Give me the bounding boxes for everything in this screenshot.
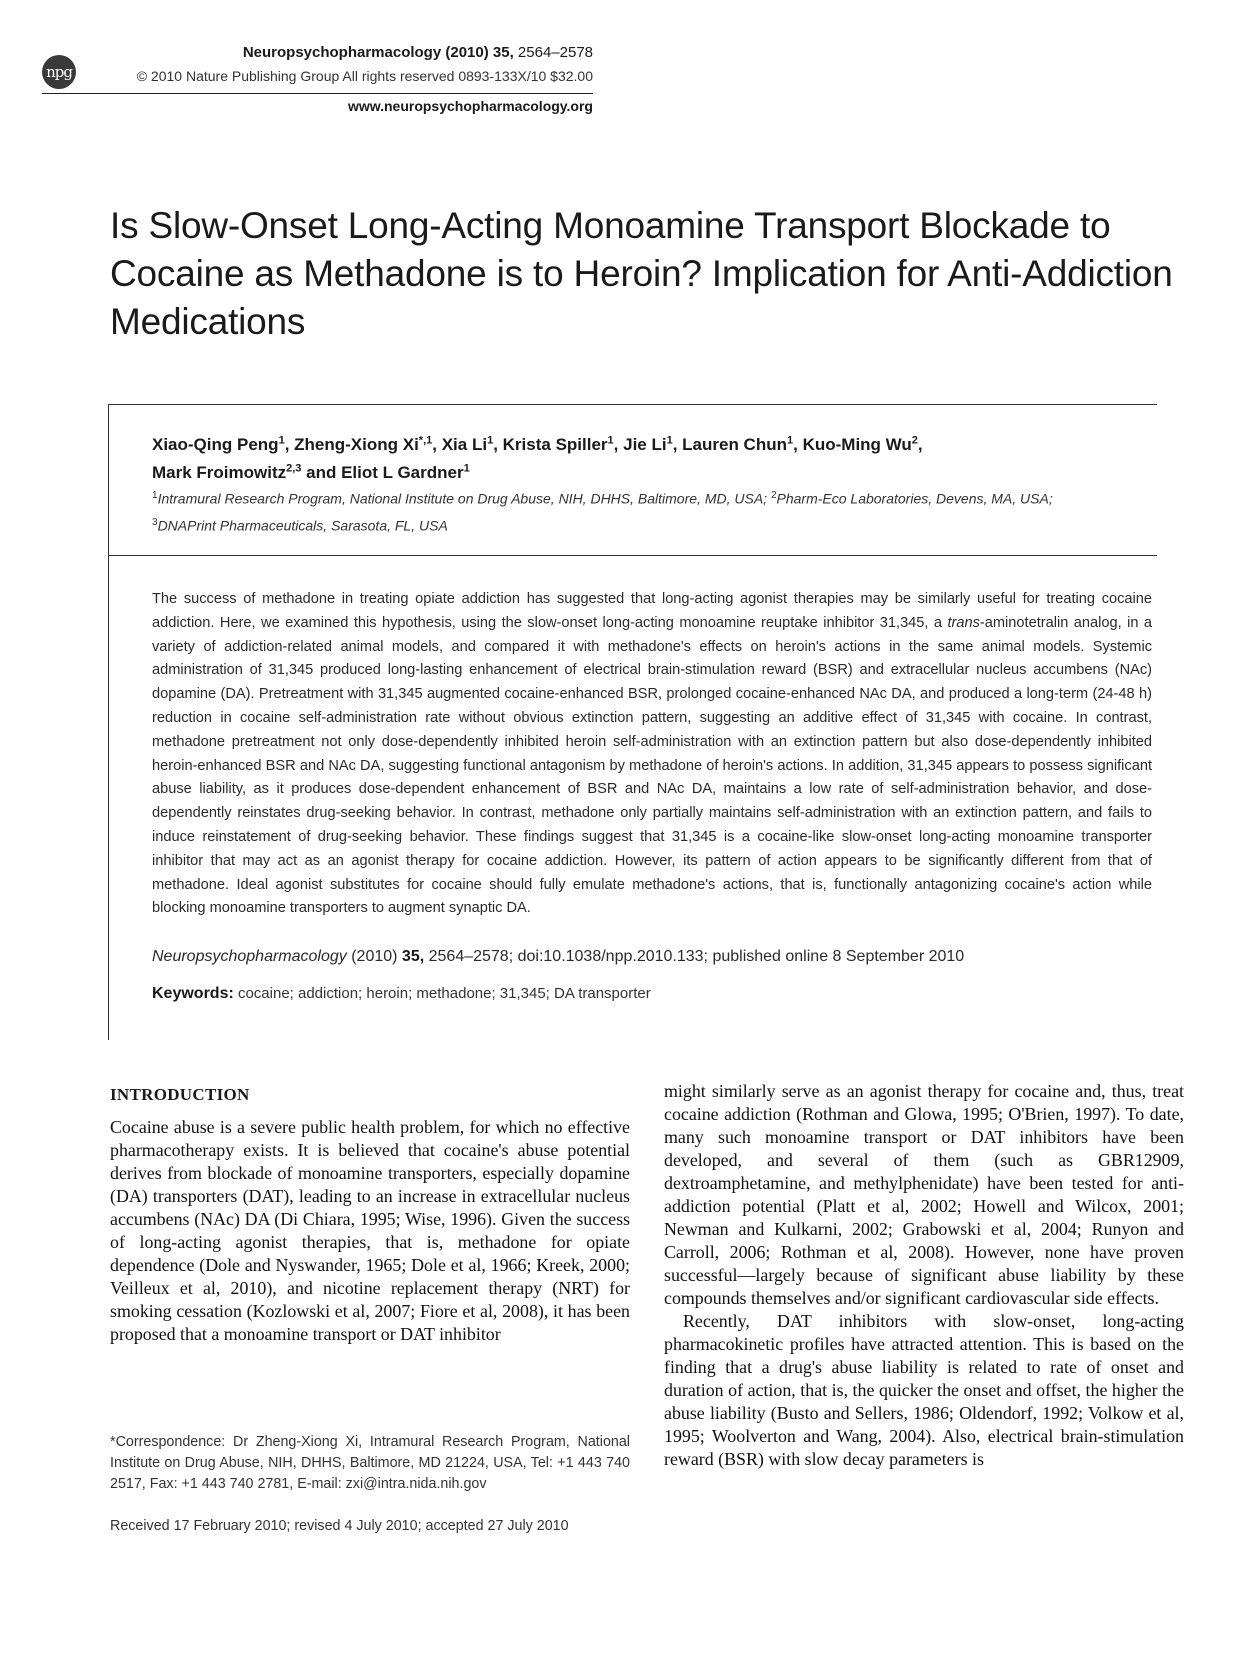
author: Xiao-Qing Peng$^1$, — [152, 434, 295, 454]
affiliations: $^1$Intramural Research Program, National Institute on Drug Abuse, NIH, DHHS, Baltimore, MD, USA; $^2$Pharm-Eco Laboratories, Devens, MA, USA; $^3$DNAPrint Pharmaceuticals, Sarasota, FL, USA — [152, 490, 1053, 534]
journal-name: Neuropsychopharmacology (2010) 35, — [242, 44, 514, 61]
affiliation: Pharm-Eco Laboratories, Devens, MA, USA; — [776, 490, 1053, 507]
article-title: Is Slow-Onset Long-Acting Monoamine Transport Blockade to Cocaine as Methadone is to Heroin? Implication for Anti-Addiction Medications — [110, 205, 1173, 342]
author: Lauren Chun$^1$, — [682, 434, 803, 454]
header-divider — [42, 93, 593, 94]
author: Krista Spiller$^1$, — [502, 434, 624, 454]
body-column-right — [664, 1080, 1184, 1471]
keywords-list: cocaine; addiction; heroin; methadone; 31,345; DA transporter — [233, 985, 651, 1002]
paragraph: Cocaine abuse is a severe public health problem, for which no effective pharmacotherapy exists. It is believed that cocaine's abuse potential derives from blockade of monoamine transporters, especially dopamine (DA) transporters (DAT), leading to an increase in extracellular nucleus accumbens (NAc) DA (Di Chiara, 1995; Wise, 1996). Given the success of long-acting agonist therapies, that is, methadone for opiate dependence (Dole and Nyswander, 1965; Dole et al, 1966; Kreek, 2000; Veilleux et al, 2010), and nicotine replacement therapy (NRT) for smoking cessation (Kozlowski et al, 2007; Fiore et al, 2008), it has been proposed that a monoamine transport or DAT inhibitor — [110, 1117, 630, 1344]
author-box-middle-rule — [108, 555, 1157, 556]
author: Xia Li$^1$, — [441, 434, 503, 454]
affiliation: Intramural Research Program, National Institute on Drug Abuse, NIH, DHHS, Baltimore, MD, USA; — [157, 490, 771, 507]
author: Mark Froimowitz$^{2,3}$ and — [152, 462, 342, 483]
journal-citation-header — [243, 44, 593, 61]
section-heading-introduction: INTRODUCTION — [110, 1085, 250, 1104]
copyright-notice: © 2010 Nature Publishing Group All rights reserved 0893-133X/10 $32.00 — [136, 68, 593, 84]
page-range: 2564–2578 — [513, 44, 593, 61]
body-column-left — [110, 1116, 630, 1346]
author: Eliot L Gardner$^1$ — [341, 462, 470, 483]
received-dates: Received 17 February 2010; revised 4 July 2010; accepted 27 July 2010 — [110, 1518, 569, 1534]
abstract: The success of methadone in treating opiate addiction has suggested that long-acting agonist therapies may be similarly useful for treating cocaine addiction. Here, we examined this hypothesis, using the slow-onset long-acting monoamine reuptake inhibitor 31,345, a trans-aminotetralin analog, in a variety of addiction-related animal models, and compared it with methadone's effects on heroin's actions in the same animal models. Systemic administration of 31,345 produced long-lasting enhancement of electrical brain-stimulation reward (BSR) and extracellular nucleus accumbens (NAc) dopamine (DA). Pretreatment with 31,345 augmented cocaine-enhanced BSR, prolonged cocaine-enhanced NAc DA, and produced a long-term (24-48 h) reduction in cocaine self-administration rate without obvious extinction pattern, suggesting an additive effect of 31,345 with cocaine. In contrast, methadone pretreatment not only dose-dependently inhibited heroin self-administration with an extinction pattern but also dose-dependently inhibited heroin-enhanced BSR and NAc DA, suggesting functional antagonism by methadone of heroin's actions. In addition, 31,345 appears to possess significant abuse liability, as it produces dose-dependent enhancement of BSR and NAc DA, maintains a low rate of self-administration behavior, and dose-dependently reinstates drug-seeking behavior. In contrast, methadone only partially maintains self-administration with an extinction pattern, and fails to induce reinstatement of drug-seeking behavior. These findings suggest that 31,345 is a cocaine-like slow-onset long-acting monoamine transporter inhibitor that may act as an agonist therapy for cocaine addiction. However, its pattern of action appears to be significantly different from that of methadone. Ideal agonist substitutes for cocaine should fully emulate methadone's actions, that is, functionally antagonizing cocaine's action while blocking monoamine transporters to augment synaptic DA. — [152, 591, 1152, 917]
author: Kuo-Ming Wu$^2$, — [802, 434, 923, 454]
paragraph: might similarly serve as an agonist therapy for cocaine and, thus, treat cocaine addiction (Rothman and Glowa, 1995; O'Brien, 1997). To date, many such monoamine transport or DAT inhibitors have been developed, and several of them (such as GBR12909, dextroamphetamine, and methylphenidate) have been tested for anti-addiction potential (Platt et al, 2002; Howell and Wilcox, 2001; Newman and Kulkarni, 2002; Grabowski et al, 2004; Runyon and Carroll, 2006; Rothman et al, 2008). However, none have proven successful—largely because of significant abuse liability by these compounds themselves and/or significant cardiovascular side effects. — [664, 1081, 1184, 1308]
article-citation: Neuropsychopharmacology (2010) 35, 2564–2578; doi:10.1038/npp.2010.133; published online 8 September 2010 — [152, 948, 965, 965]
author-list — [152, 428, 1152, 485]
author: Jie Li$^1$, — [623, 434, 683, 454]
affiliation: DNAPrint Pharmaceuticals, Sarasota, FL, USA — [157, 517, 448, 534]
keywords-label: Keywords: — [152, 985, 234, 1002]
author-box-top-rule — [108, 404, 1157, 405]
keywords — [152, 983, 1152, 1005]
author: Zheng-Xiong $Xi^{*,1}$, — [294, 434, 442, 454]
correspondence-footnote: *Correspondence: Dr Zheng-Xiong Xi, Intramural Research Program, National Institute on Drug Abuse, NIH, DHHS, Baltimore, MD 21224, USA, Tel: +1 443 740 2517, Fax: +1 443 740 2781, E-mail: zxi@intra.nida.nih.gov — [110, 1434, 630, 1492]
author-box-left-rule — [108, 404, 109, 1040]
publisher-logo: npg — [42, 55, 76, 89]
journal-website-link[interactable]: www.neuropsychopharmacology.org — [347, 98, 593, 114]
paragraph: Recently, DAT inhibitors with slow-onset, long-acting pharmacokinetic profiles have attracted attention. This is based on the finding that a drug's abuse liability is related to rate of onset and duration of action, that is, the quicker the onset and offset, the higher the abuse liability (Busto and Sellers, 1986; Oldendorf, 1992; Volkow et al, 1995; Woolverton and Wang, 2004). Also, electrical brain-stimulation reward (BSR) with slow decay parameters is — [664, 1311, 1184, 1469]
